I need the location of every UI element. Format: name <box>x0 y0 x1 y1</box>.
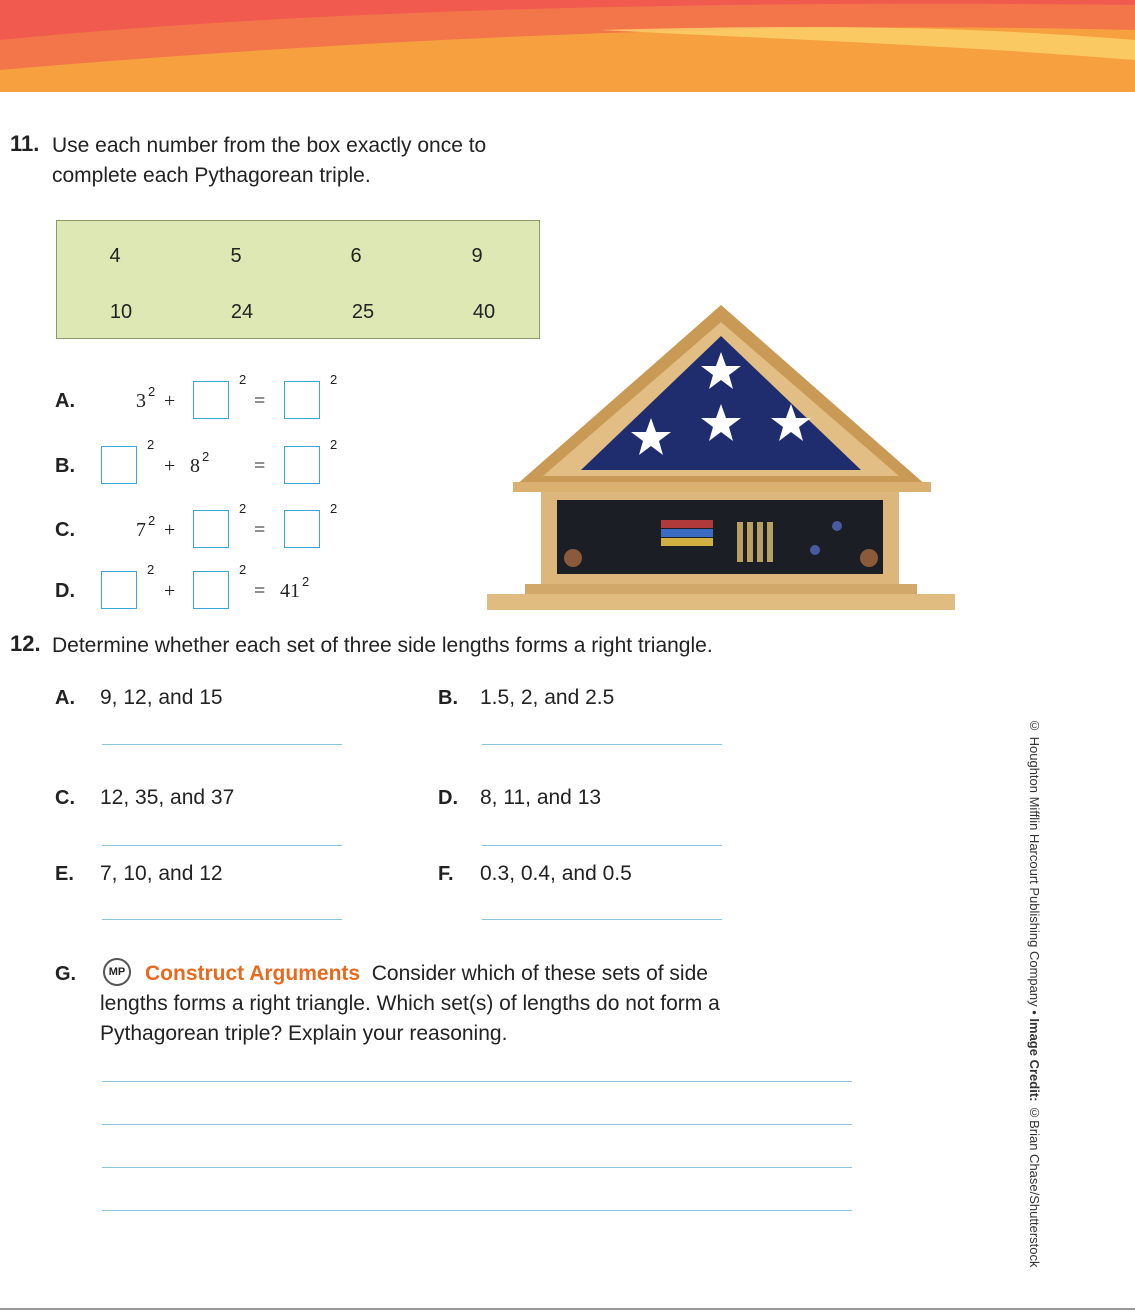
part-c-term: 7 <box>136 519 146 541</box>
answer-box[interactable] <box>193 571 229 609</box>
equals-sign: = <box>254 580 266 602</box>
exponent: 2 <box>330 437 338 452</box>
exponent: 2 <box>147 562 155 577</box>
option-letter: D. <box>438 787 458 809</box>
option-text: 12, 35, and 37 <box>100 786 235 809</box>
credit-prefix: © Houghton Mifflin Harcourt Publishing Company • <box>1027 718 1042 1019</box>
answer-line[interactable] <box>482 845 722 846</box>
option-text: 9, 12, and 15 <box>100 686 223 709</box>
part-b-label: B. <box>55 455 75 477</box>
box-number: 25 <box>351 301 375 323</box>
exponent: 2 <box>148 513 156 528</box>
part-d-rhs: 41 <box>280 580 300 602</box>
exponent: 2 <box>330 501 338 516</box>
question-12-prompt: Determine whether each set of three side lengths forms a right triangle. <box>52 634 713 657</box>
header-banner <box>0 0 1135 92</box>
option-text: 0.3, 0.4, and 0.5 <box>480 862 632 885</box>
answer-box[interactable] <box>101 446 137 484</box>
part-g-line1-text: Consider which of these sets of side <box>371 962 708 985</box>
answer-box[interactable] <box>193 381 229 419</box>
option-letter: A. <box>55 687 75 709</box>
option-text: 7, 10, and 12 <box>100 862 223 885</box>
copyright-credit <box>1012 718 1042 1298</box>
answer-line[interactable] <box>482 919 722 920</box>
exponent: 2 <box>302 574 310 589</box>
question-number: 11. <box>10 131 40 156</box>
part-g-line2: lengths forms a right triangle. Which set(s) of lengths do not form a <box>100 992 720 1015</box>
answer-line[interactable] <box>102 919 342 920</box>
equals-sign: = <box>254 455 266 477</box>
answer-box[interactable] <box>284 446 320 484</box>
equals-sign: = <box>254 390 266 412</box>
flag-display-case-image <box>485 300 957 612</box>
box-number: 5 <box>230 245 242 267</box>
answer-line[interactable] <box>102 1081 852 1082</box>
answer-line[interactable] <box>102 1210 852 1211</box>
credit-bold: Image Credit: <box>1027 1018 1042 1102</box>
part-a-term: 3 <box>136 390 146 412</box>
question-11 <box>10 131 39 157</box>
exponent: 2 <box>148 384 156 399</box>
box-number: 9 <box>471 245 483 267</box>
answer-line[interactable] <box>102 1167 852 1168</box>
box-number: 24 <box>230 301 254 323</box>
part-c-label: C. <box>55 519 75 541</box>
plus-sign: + <box>164 580 176 602</box>
question-11-prompt-line2: complete each Pythagorean triple. <box>52 164 371 187</box>
answer-box[interactable] <box>101 571 137 609</box>
question-11-prompt-line1: Use each number from the box exactly once to <box>52 134 487 157</box>
part-g-first-line <box>145 959 708 989</box>
box-number: 10 <box>109 301 133 323</box>
exponent: 2 <box>239 501 247 516</box>
plus-sign: + <box>164 390 176 412</box>
part-b-term: 8 <box>190 455 200 477</box>
answer-line[interactable] <box>102 1124 852 1125</box>
number-box <box>56 220 540 339</box>
option-letter: G. <box>55 963 77 985</box>
exponent: 2 <box>147 437 155 452</box>
exponent: 2 <box>202 449 210 464</box>
answer-box[interactable] <box>284 381 320 419</box>
box-number: 6 <box>350 245 362 267</box>
option-text: 8, 11, and 13 <box>480 786 602 809</box>
part-g-line3: Pythagorean triple? Explain your reasoning. <box>100 1022 508 1045</box>
mp-badge-icon: MP <box>103 958 131 986</box>
plus-sign: + <box>164 455 176 477</box>
option-letter: F. <box>438 863 454 885</box>
answer-line[interactable] <box>482 744 722 745</box>
exponent: 2 <box>330 372 338 387</box>
answer-line[interactable] <box>102 744 342 745</box>
credit-suffix: ©Brian Chase/Shutterstock <box>1027 1101 1042 1268</box>
answer-box[interactable] <box>193 510 229 548</box>
answer-line[interactable] <box>102 845 342 846</box>
question-number: 12. <box>10 631 41 656</box>
equals-sign: = <box>254 519 266 541</box>
part-d-label: D. <box>55 580 75 602</box>
plus-sign: + <box>164 519 176 541</box>
option-letter: B. <box>438 687 458 709</box>
part-a-label: A. <box>55 390 75 412</box>
option-letter: C. <box>55 787 75 809</box>
option-letter: E. <box>55 863 74 885</box>
bottom-rule <box>0 1308 1135 1310</box>
construct-arguments-heading: Construct Arguments <box>145 962 361 985</box>
box-number: 4 <box>109 245 121 267</box>
box-number: 40 <box>472 301 496 323</box>
option-text: 1.5, 2, and 2.5 <box>480 686 615 709</box>
exponent: 2 <box>239 562 247 577</box>
answer-box[interactable] <box>284 510 320 548</box>
exponent: 2 <box>239 372 247 387</box>
